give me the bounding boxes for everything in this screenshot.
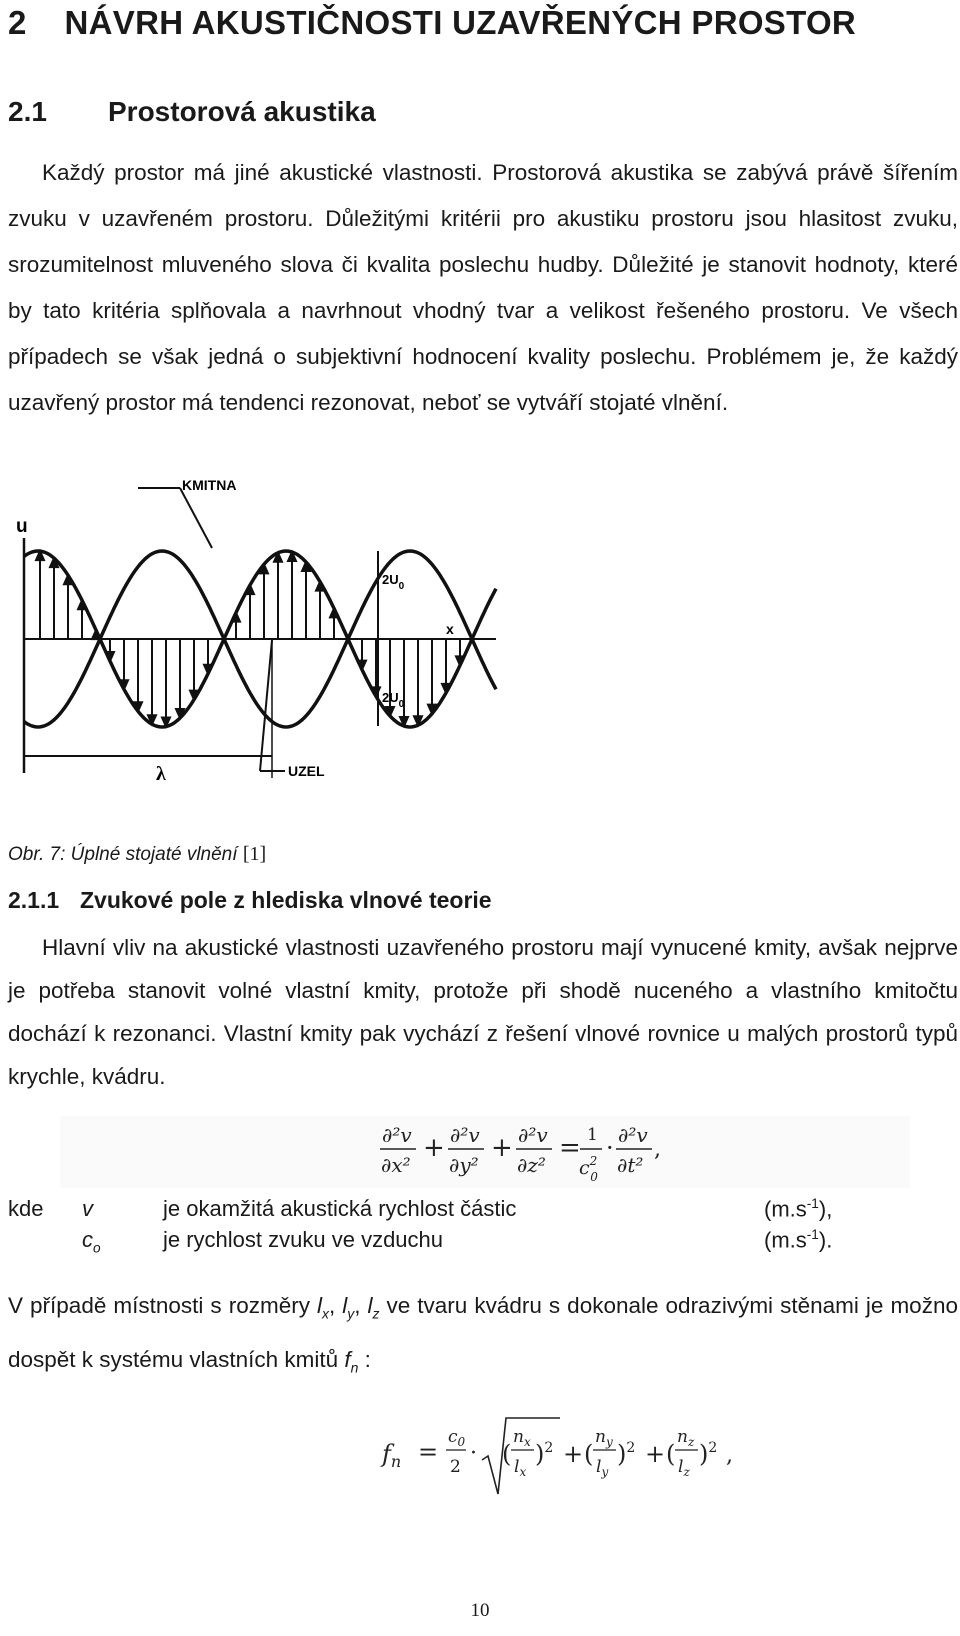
eq2-nx: $n_x$ <box>513 1427 531 1449</box>
eq1-denominator-t: ∂t² <box>617 1153 644 1177</box>
eq2-ny: $n_y$ <box>595 1427 613 1449</box>
eq2-open-z: ( <box>666 1440 676 1468</box>
definition-prefix: kde <box>8 1196 44 1221</box>
wavelength-label: λ <box>156 763 166 785</box>
eq2-lz: $l_z$ <box>678 1457 690 1479</box>
displacement-arrowhead <box>120 680 128 689</box>
eq1-plus-2: + <box>491 1133 513 1163</box>
amplitude-top-label: $2U_0$ <box>382 572 405 592</box>
displacement-arrowhead <box>232 613 240 622</box>
eq2-plus-2: + <box>645 1440 666 1468</box>
x-axis-label: x <box>446 621 454 637</box>
eq1-denominator-y: ∂y² <box>449 1153 479 1177</box>
figure-caption-reference: [1] <box>242 843 267 865</box>
eq2-comma: , <box>726 1443 733 1468</box>
antinode-label: KMITNA <box>182 477 237 493</box>
definition-unit: $(m.s^{-1})$. <box>764 1227 833 1253</box>
section-number: 2.1 <box>8 96 47 127</box>
displacement-arrowhead <box>456 656 464 665</box>
eq2-fn: $f_n$ <box>382 1440 402 1471</box>
paragraph-wave-theory <box>8 926 958 1098</box>
eq2-ly: $l_y$ <box>596 1457 609 1479</box>
eq1-c0-squared: $c^2$ 0 <box>579 1154 598 1184</box>
eq1-numerator-z: ∂²v <box>518 1123 548 1147</box>
eq2-lx: $l_x$ <box>514 1457 527 1479</box>
definition-row <box>8 1196 958 1227</box>
eq1-numerator-x: ∂²v <box>382 1123 412 1147</box>
paragraph-room-modes: V případě místnosti s rozměry $l_x$, $l_y$, $l_z$ ve tvaru kvádru s dokonale odrazivými stěnami je možno dospět k systému vlastních kmitů $f_n$ : <box>8 1293 958 1375</box>
eq1-denominator-z: ∂z² <box>517 1153 546 1177</box>
standing-wave-figure <box>10 477 510 818</box>
eq2-open-x: ( <box>502 1440 512 1468</box>
node-pointer <box>260 640 272 771</box>
definition-text: je okamžitá akustická rychlost částic <box>163 1196 517 1221</box>
displacement-arrowhead <box>358 661 366 670</box>
definition-unit: $(m.s^{-1})$, <box>764 1196 833 1222</box>
eq1-plus-1: + <box>423 1133 445 1163</box>
wave-equation <box>60 1116 910 1188</box>
eigenfrequency-equation <box>370 1410 770 1498</box>
eq2-c0: $c_0$ <box>448 1427 466 1449</box>
subsection-title: Zvukové pole z hlediska vlnové teorie <box>80 887 492 913</box>
displacement-arrowhead <box>106 652 114 661</box>
eq1-numerator-t: ∂²v <box>618 1123 648 1147</box>
eq2-two: 2 <box>450 1457 461 1477</box>
displacement-arrowhead <box>442 684 450 693</box>
definition-text: je rychlost zvuku ve vzduchu <box>163 1227 444 1252</box>
subsection-number: 2.1.1 <box>8 887 60 913</box>
eq1-dot: · <box>606 1134 614 1162</box>
eq1-denominator-x: ∂x² <box>381 1153 411 1177</box>
eq2-plus-1: + <box>563 1440 584 1468</box>
definition-symbol: v <box>82 1196 93 1221</box>
displacement-arrowhead <box>92 630 100 639</box>
chapter-title: NÁVRH AKUSTIČNOSTI UZAVŘENÝCH PROSTOR <box>64 4 857 41</box>
eq2-open-y: ( <box>584 1440 594 1468</box>
displacement-arrowhead <box>78 600 86 609</box>
eigenfrequency-formula <box>370 1410 770 1498</box>
eq2-dot: · <box>470 1441 477 1466</box>
subsection-heading <box>8 887 492 914</box>
eq2-close-y: )$^2$ <box>617 1440 636 1468</box>
paragraph-intro <box>8 150 958 426</box>
page-number: 10 <box>470 1600 490 1621</box>
paragraph-room-modes-text-1: V případě místnosti s rozměry <box>8 1293 317 1318</box>
figure-caption <box>8 843 266 866</box>
wave-equation-formula <box>60 1116 910 1188</box>
displacement-arrowhead <box>330 608 338 617</box>
symbol-definitions <box>8 1196 958 1258</box>
eq2-nz: $n_z$ <box>677 1427 695 1449</box>
u-axis-label: u <box>16 516 28 537</box>
figure-caption-text: Obr. 7: Úplné stojaté vlnění <box>8 844 238 865</box>
eq2-equals: = <box>418 1438 439 1466</box>
chapter-heading <box>8 4 856 42</box>
eq1-equals: = <box>559 1133 581 1163</box>
chapter-number: 2 <box>8 4 27 41</box>
definition-row <box>8 1227 958 1258</box>
amplitude-bottom-label: $2U_0$ <box>382 690 405 710</box>
eq2-close-z: )$^2$ <box>699 1440 718 1468</box>
section-title: Prostorová akustika <box>108 96 376 127</box>
paragraph-intro-text: Každý prostor má jiné akustické vlastnosti. Prostorová akustika se zabývá právě šířením zvuku v uzavřeném prostoru. Důležitými kritérii pro akustiku prostoru jsou hlasitost zvuku, srozumitelnost mluveného slova či kvalita poslechu hudby. Důležité je stanovit hodnoty, které by tato kritéria splňovala a navrhnout vhodný tvar a velikost řešeného prostoru. Ve všech případech se však jedná o subjektivní hodnocení kvality poslechu. Problémem je, že každý uzavřený prostor má tendenci rezonovat, neboť se vytváří stojaté vlnění. <box>8 160 958 415</box>
standing-wave-diagram <box>10 477 510 818</box>
eq1-one: 1 <box>587 1125 598 1145</box>
node-label: UZEL <box>288 763 325 779</box>
antinode-pointer <box>180 488 212 548</box>
definition-symbol: $c_o$ <box>82 1227 101 1256</box>
eq1-comma: , <box>654 1137 661 1162</box>
displacement-arrowhead <box>204 665 212 674</box>
displacement-arrowhead <box>246 585 254 594</box>
eq1-numerator-y: ∂²v <box>450 1123 480 1147</box>
eq2-close-x: )$^2$ <box>535 1440 554 1468</box>
paragraph-room-modes-text-2: ve tvaru kvádru s dokonale odrazivými stěnami je možno dospět k systému vlastních kmitů <box>8 1293 958 1372</box>
paragraph-wave-theory-text: Hlavní vliv na akustické vlastnosti uzavřeného prostoru mají vynucené kmity, avšak nejprve je potřeba stanovit volné vlastní kmity, protože při shodě nuceného a vlastního kmitočtu dochází k rezonanci. Vlastní kmity pak vychází z řešení vlnové rovnice u malých prostorů typů krychle, kvádru. <box>8 935 958 1089</box>
section-heading <box>8 96 376 128</box>
